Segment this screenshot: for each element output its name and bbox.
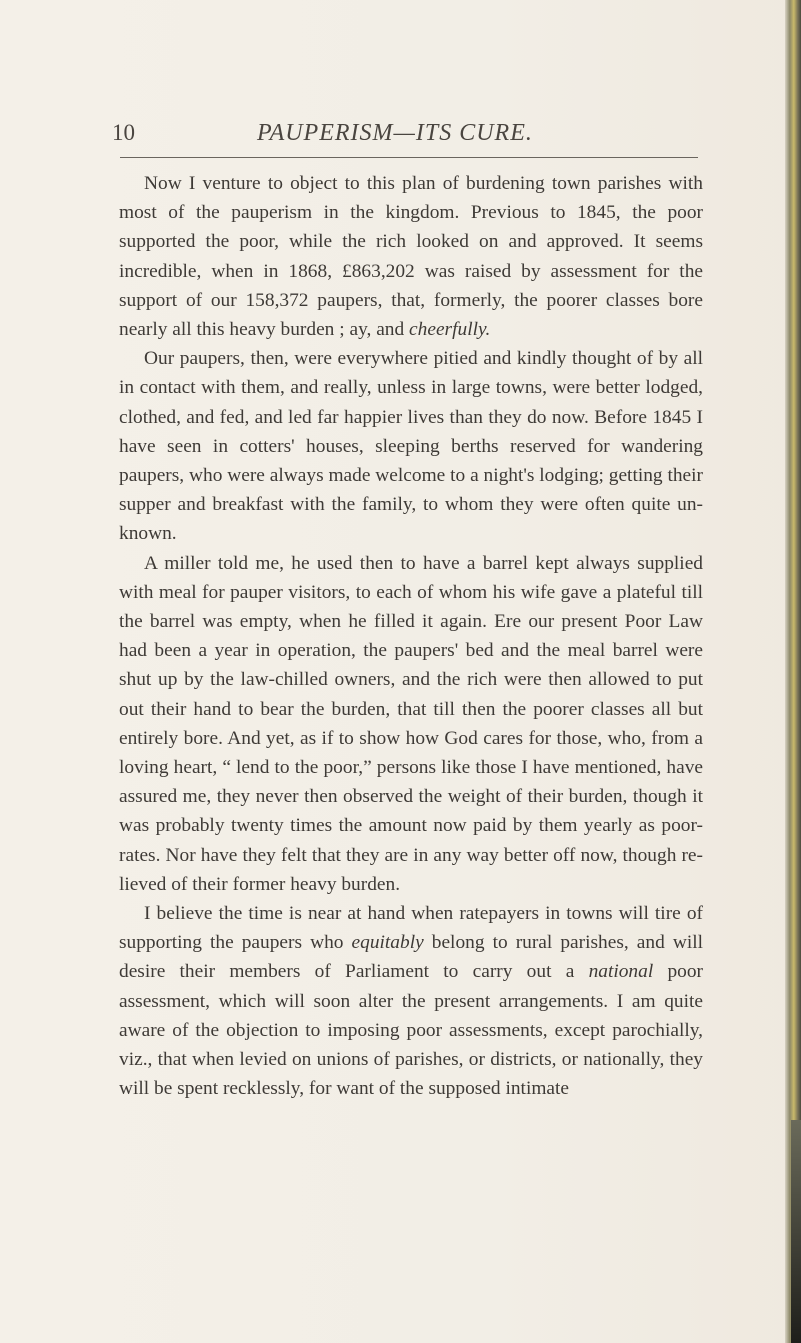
paragraph — [119, 169, 703, 344]
paragraph — [119, 899, 703, 1103]
italic-text: equitably — [351, 932, 424, 954]
running-head: PAUPERISM—ITS CURE. — [257, 120, 533, 146]
text-segment: Our paupers, then, were everywhere pitied and kindly thought of by all in contact with them, and really, unless in large towns, were better lodged, clothed, and fed, and led far happier lives than they do now. Before 1845 I have seen in cotters' houses, sleeping berths reserved for wandering paupers, who were always made welcome to a night's lodging; getting their supper and breakfast with the family, to whom they were often quite un-known. — [119, 348, 703, 545]
text-segment: I believe the time is near at hand when ratepayers in towns will tire of supporting the paupers who — [119, 903, 703, 954]
text-segment: Now I venture to object to this plan of burdening town parishes with most of the pauperism in the kingdom. Previous to 1845, the poor supported the poor, while the rich looked on and approved. It seems incredible, when in 1868, £863,202 was raised by assessment for the support of our 158,372 paupers, that, formerly, the poorer classes bore nearly all this heavy burden ; ay, and — [119, 173, 703, 341]
header-rule — [120, 157, 698, 158]
body-text — [119, 169, 703, 1104]
italic-text: national — [588, 961, 654, 983]
paragraph — [119, 344, 703, 548]
text-segment: belong to rural parishes, and will desire their members of Parliament to carry out a — [119, 932, 703, 983]
page-header — [112, 120, 702, 154]
paragraph — [119, 549, 703, 899]
italic-text: cheerfully. — [409, 319, 491, 341]
page-number: 10 — [112, 120, 135, 145]
text-segment: poor assessment, which will soon alter the present arrangements. I am quite aware of the objection to imposing poor assessments, except parochially, viz., that when levied on unions of parishes, or districts, or nationally, they will be spent recklessly, for want of the supposed intimate — [119, 961, 703, 1100]
book-spine-shadow — [791, 1120, 801, 1343]
text-segment: A miller told me, he used then to have a barrel kept always supplied with meal for pauper visitors, to each of whom his wife gave a plateful till the barrel was empty, when he filled it again. Ere our present Poor Law had been a year in operation, the paupers' bed and the meal barrel were shut up by the law-chilled owners, and the rich were then allowed to put out their hand to bear the burden, that till then the poorer classes all but entirely bore. And yet, as if to show how God cares for those, who, from a loving heart, “ lend to the poor,” persons like those I have mentioned, have assured me, they never then observed the weight of their burden, though it was probably twenty times the amount now paid by them yearly as poor-rates. Nor have they felt that they are in any way better off now, though re-lieved of their former heavy burden. — [119, 552, 703, 895]
